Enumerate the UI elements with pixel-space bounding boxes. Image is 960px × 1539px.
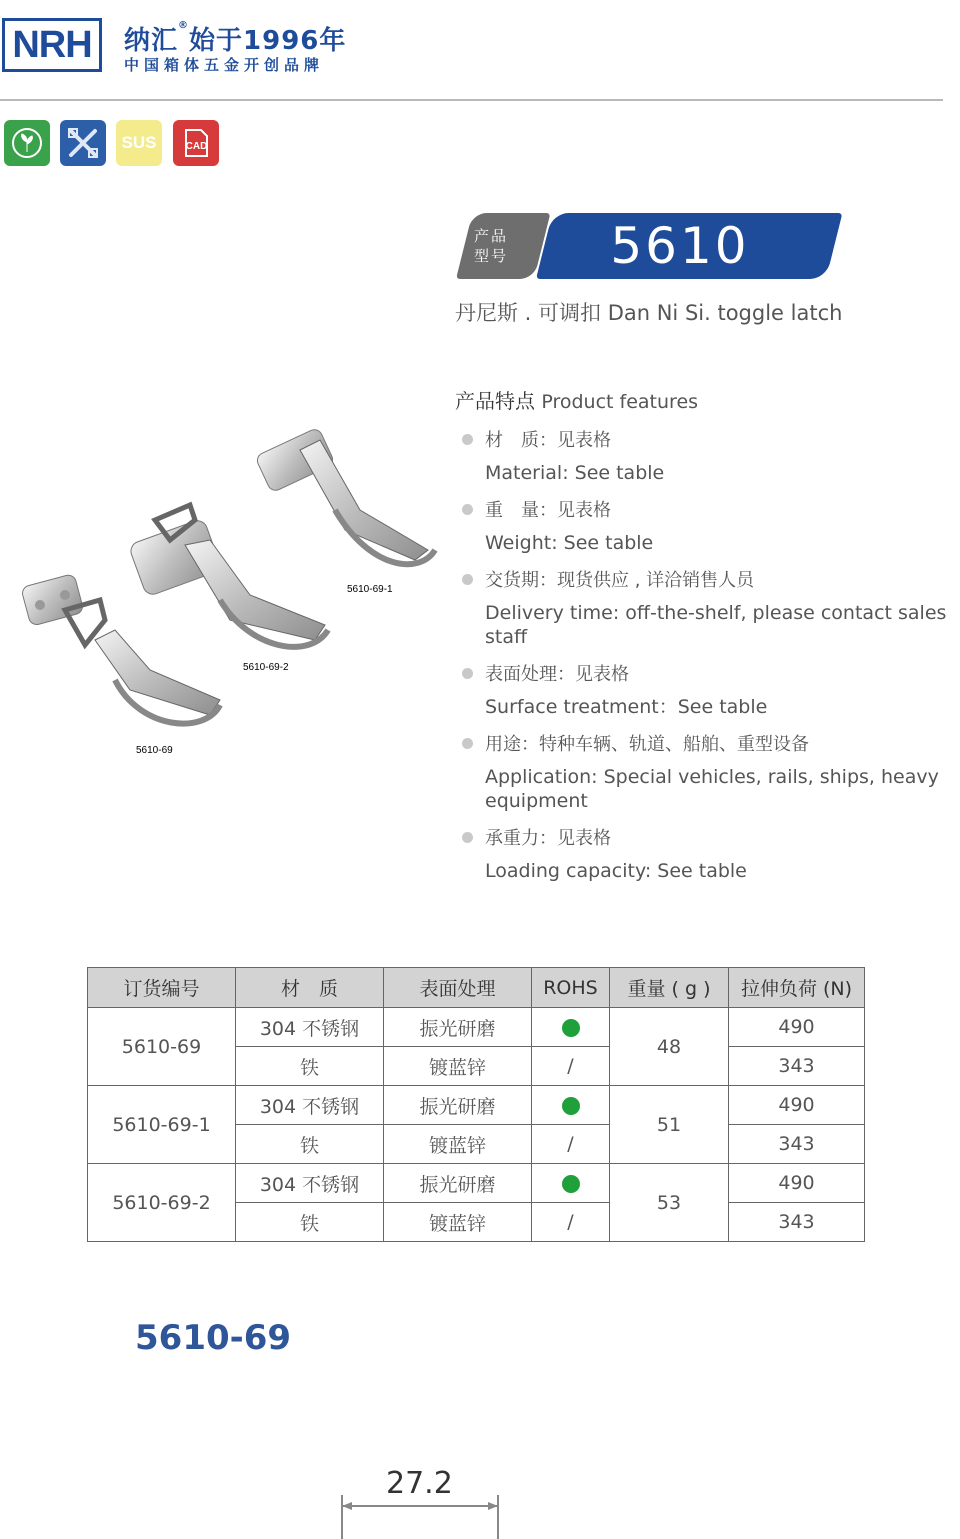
surface-cell: 镀蓝锌 [384, 1203, 532, 1242]
feature-en: Delivery time: off-the-shelf, please contact sales staff [485, 602, 947, 648]
table-row [88, 1086, 865, 1125]
surface-cell: 振光研磨 [384, 1008, 532, 1047]
tools-icon [65, 125, 101, 161]
feature-zh: 重 量：见表格 [485, 500, 611, 521]
dimension-line [340, 1495, 500, 1539]
order-code-cell: 5610-69 [88, 1008, 236, 1086]
feature-zh: 交货期：现货供应 , 详洽销售人员 [485, 570, 755, 591]
material-cell: 铁 [236, 1125, 384, 1164]
rohs-cell: / [532, 1203, 610, 1242]
caption-5610-69: 5610-69 [136, 745, 173, 756]
surface-cell: 镀蓝锌 [384, 1125, 532, 1164]
registered-mark: ® [178, 20, 190, 31]
feature-item [462, 661, 952, 719]
cad-badge [173, 120, 219, 166]
bullet-dot [462, 504, 473, 515]
rohs-compliant-dot [562, 1019, 580, 1037]
rohs-cell: / [532, 1047, 610, 1086]
feature-item [462, 825, 952, 883]
col-header-rohs: ROHS [532, 968, 610, 1008]
order-code-cell: 5610-69-1 [88, 1086, 236, 1164]
brand-since: 始于1996年 [189, 26, 347, 56]
feature-item [462, 731, 952, 813]
order-code-cell: 5610-69-2 [88, 1164, 236, 1242]
caption-5610-69-1: 5610-69-1 [347, 584, 393, 595]
surface-cell: 振光研磨 [384, 1164, 532, 1203]
rohs-compliant-dot [562, 1097, 580, 1115]
brand-slogan: 中国箱体五金开创品牌 [124, 56, 325, 74]
features-title-en: Product features [541, 391, 699, 413]
rohs-cell [532, 1164, 610, 1203]
material-cell: 铁 [236, 1203, 384, 1242]
brand-name-text: 纳汇 [124, 26, 179, 56]
latch-5610-69-2 [128, 505, 328, 647]
drawing-model-title: 5610-69 [135, 1318, 292, 1358]
tools-badge [60, 120, 106, 166]
nrh-logo: NRH [2, 18, 102, 72]
model-tag-label: 产品型号 [474, 227, 509, 265]
table-row [88, 1164, 865, 1203]
load-cell: 343 [729, 1125, 865, 1164]
weight-cell: 53 [610, 1164, 729, 1242]
rohs-cell: / [532, 1125, 610, 1164]
bullet-dot [462, 738, 473, 749]
load-cell: 490 [729, 1086, 865, 1125]
surface-cell: 镀蓝锌 [384, 1047, 532, 1086]
col-header-material: 材 质 [236, 968, 384, 1008]
product-subtitle: 丹尼斯 . 可调扣 Dan Ni Si. toggle latch [455, 301, 843, 325]
weight-cell: 48 [610, 1008, 729, 1086]
feature-zh: 承重力：见表格 [485, 828, 611, 849]
eco-leaf-icon [10, 126, 44, 160]
material-cell: 304 不锈钢 [236, 1164, 384, 1203]
feature-item [462, 567, 952, 649]
feature-en: Surface treatment：See table [485, 696, 768, 718]
table-row [88, 1008, 865, 1047]
latch-5610-69 [21, 573, 220, 723]
feature-zh: 材 质：见表格 [485, 430, 611, 451]
feature-item [462, 497, 952, 555]
weight-cell: 51 [610, 1086, 729, 1164]
feature-zh: 表面处理：见表格 [485, 664, 629, 685]
load-cell: 343 [729, 1203, 865, 1242]
feature-en: Material: See table [485, 462, 665, 484]
col-header-surface: 表面处理 [384, 968, 532, 1008]
rohs-cell [532, 1086, 610, 1125]
feature-en: Loading capacity: See table [485, 860, 747, 882]
feature-zh: 用途：特种车辆、轨道、船舶、重型设备 [485, 734, 809, 755]
features-title-zh: 产品特点 [455, 389, 535, 413]
product-illustration [10, 400, 450, 770]
feature-en: Application: Special vehicles, rails, ships, heavy equipment [485, 766, 939, 812]
bullet-dot [462, 668, 473, 679]
surface-cell: 振光研磨 [384, 1086, 532, 1125]
cad-file-icon [179, 126, 213, 160]
load-cell: 343 [729, 1047, 865, 1086]
caption-5610-69-2: 5610-69-2 [243, 662, 289, 673]
eco-badge [4, 120, 50, 166]
feature-en: Weight: See table [485, 532, 654, 554]
brand-name [124, 20, 346, 57]
material-cell: 304 不锈钢 [236, 1086, 384, 1125]
material-cell: 304 不锈钢 [236, 1008, 384, 1047]
spec-table [87, 967, 865, 1242]
material-cell: 铁 [236, 1047, 384, 1086]
model-number: 5610 [610, 217, 750, 275]
load-cell: 490 [729, 1164, 865, 1203]
col-header-code: 订货编号 [88, 968, 236, 1008]
cad-label: CAD [185, 141, 208, 152]
rohs-compliant-dot [562, 1175, 580, 1193]
col-header-load: 拉伸负荷 (N) [729, 968, 865, 1008]
latch-5610-69-1 [255, 427, 435, 564]
bullet-dot [462, 434, 473, 445]
features-title [455, 385, 698, 414]
features-list [462, 427, 952, 895]
bullet-dot [462, 574, 473, 585]
rohs-cell [532, 1008, 610, 1047]
bullet-dot [462, 832, 473, 843]
header-divider [0, 99, 943, 101]
feature-item [462, 427, 952, 485]
dimension-label: 27.2 [386, 1466, 453, 1501]
load-cell: 490 [729, 1008, 865, 1047]
col-header-weight: 重量 ( g ) [610, 968, 729, 1008]
table-header-row [88, 968, 865, 1008]
sus-badge: SUS [116, 120, 162, 166]
